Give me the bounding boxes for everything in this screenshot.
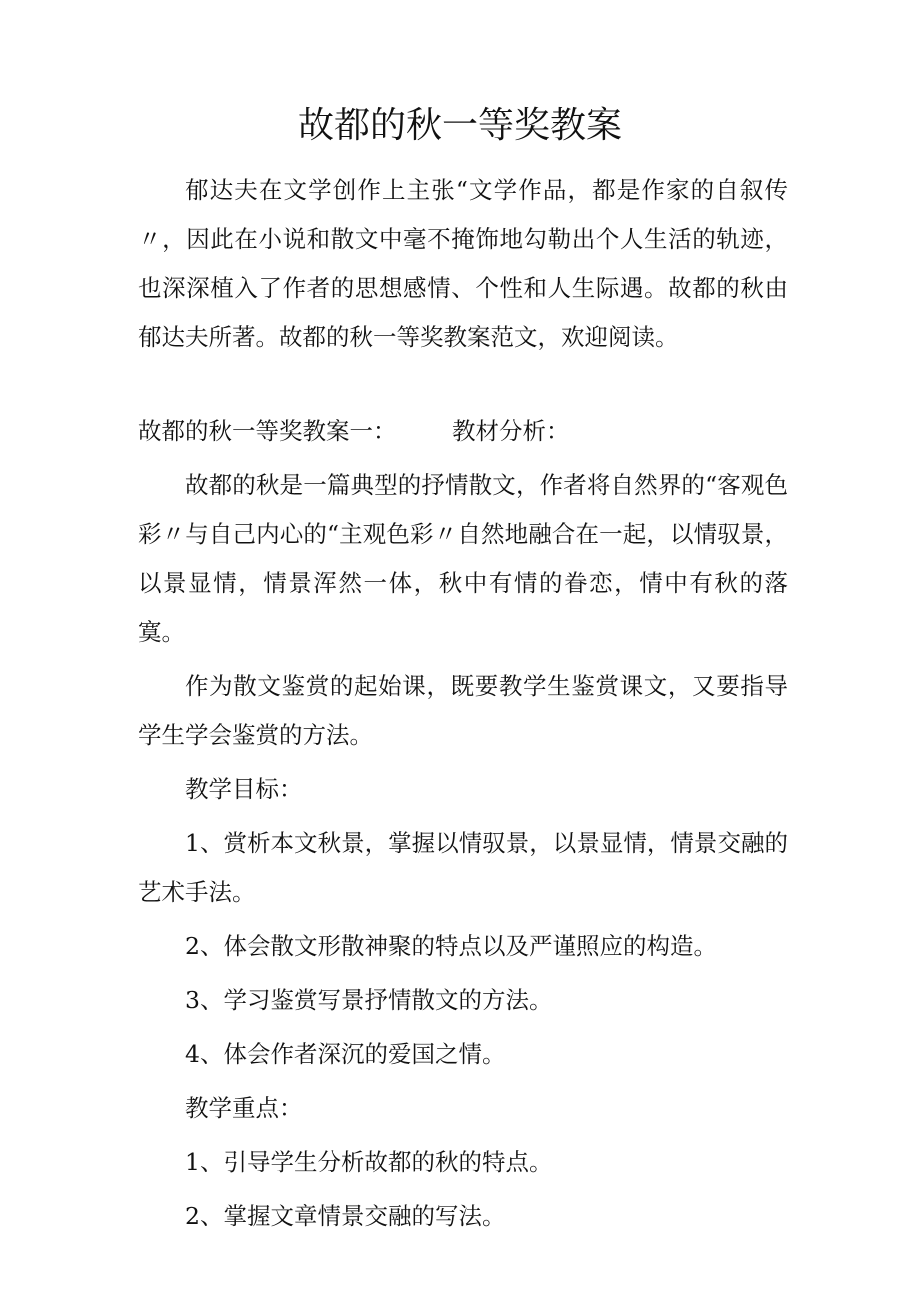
goals-heading: 教学目标： xyxy=(185,775,303,803)
goal-item: 3、学习鉴赏写景抒情散文的方法。 xyxy=(185,986,553,1014)
goal-item: 4、体会作者深沉的爱国之情。 xyxy=(185,1040,506,1068)
document-title: 故都的秋一等奖教案 xyxy=(297,105,622,146)
analysis-paragraph-1: 故都的秋是一篇典型的抒情散文，作者将自然界的“客观色彩〃与自己内心的“主观色彩〃自然地融合在一起，以情驭景，以景显情，情景浑然一体，秋中有情的眷恋，情中有秋的落寞。 xyxy=(138,471,788,646)
intro-paragraph: 郁达夫在文学创作上主张“文学作品，都是作家的自叙传〃，因此在小说和散文中毫不掩饰地勾勒出个人生活的轨迹，也深深植入了作者的思想感情、个性和人生际遇。故都的秋由郁达夫所著。故都的秋一等奖教案范文，欢迎阅读。 xyxy=(138,176,788,351)
analysis-paragraph-2: 作为散文鉴赏的起始课，既要教学生鉴赏课文，又要指导学生学会鉴赏的方法。 xyxy=(138,672,788,749)
section-subtitle: 教材分析： xyxy=(452,417,570,445)
keypoint-item: 1、引导学生分析故都的秋的特点。 xyxy=(185,1148,553,1176)
section-heading-line xyxy=(138,407,788,456)
goal-item: 2、体会散文形散神聚的特点以及严谨照应的构造。 xyxy=(185,932,717,960)
keypoints-heading: 教学重点： xyxy=(185,1094,303,1122)
document-body xyxy=(138,166,788,1241)
section-title: 故都的秋一等奖教案一： xyxy=(138,417,397,445)
keypoint-item: 2、掌握文章情景交融的写法。 xyxy=(185,1202,506,1230)
goal-item: 1、赏析本文秋景，掌握以情驭景，以景显情，情景交融的艺术手法。 xyxy=(138,829,788,906)
